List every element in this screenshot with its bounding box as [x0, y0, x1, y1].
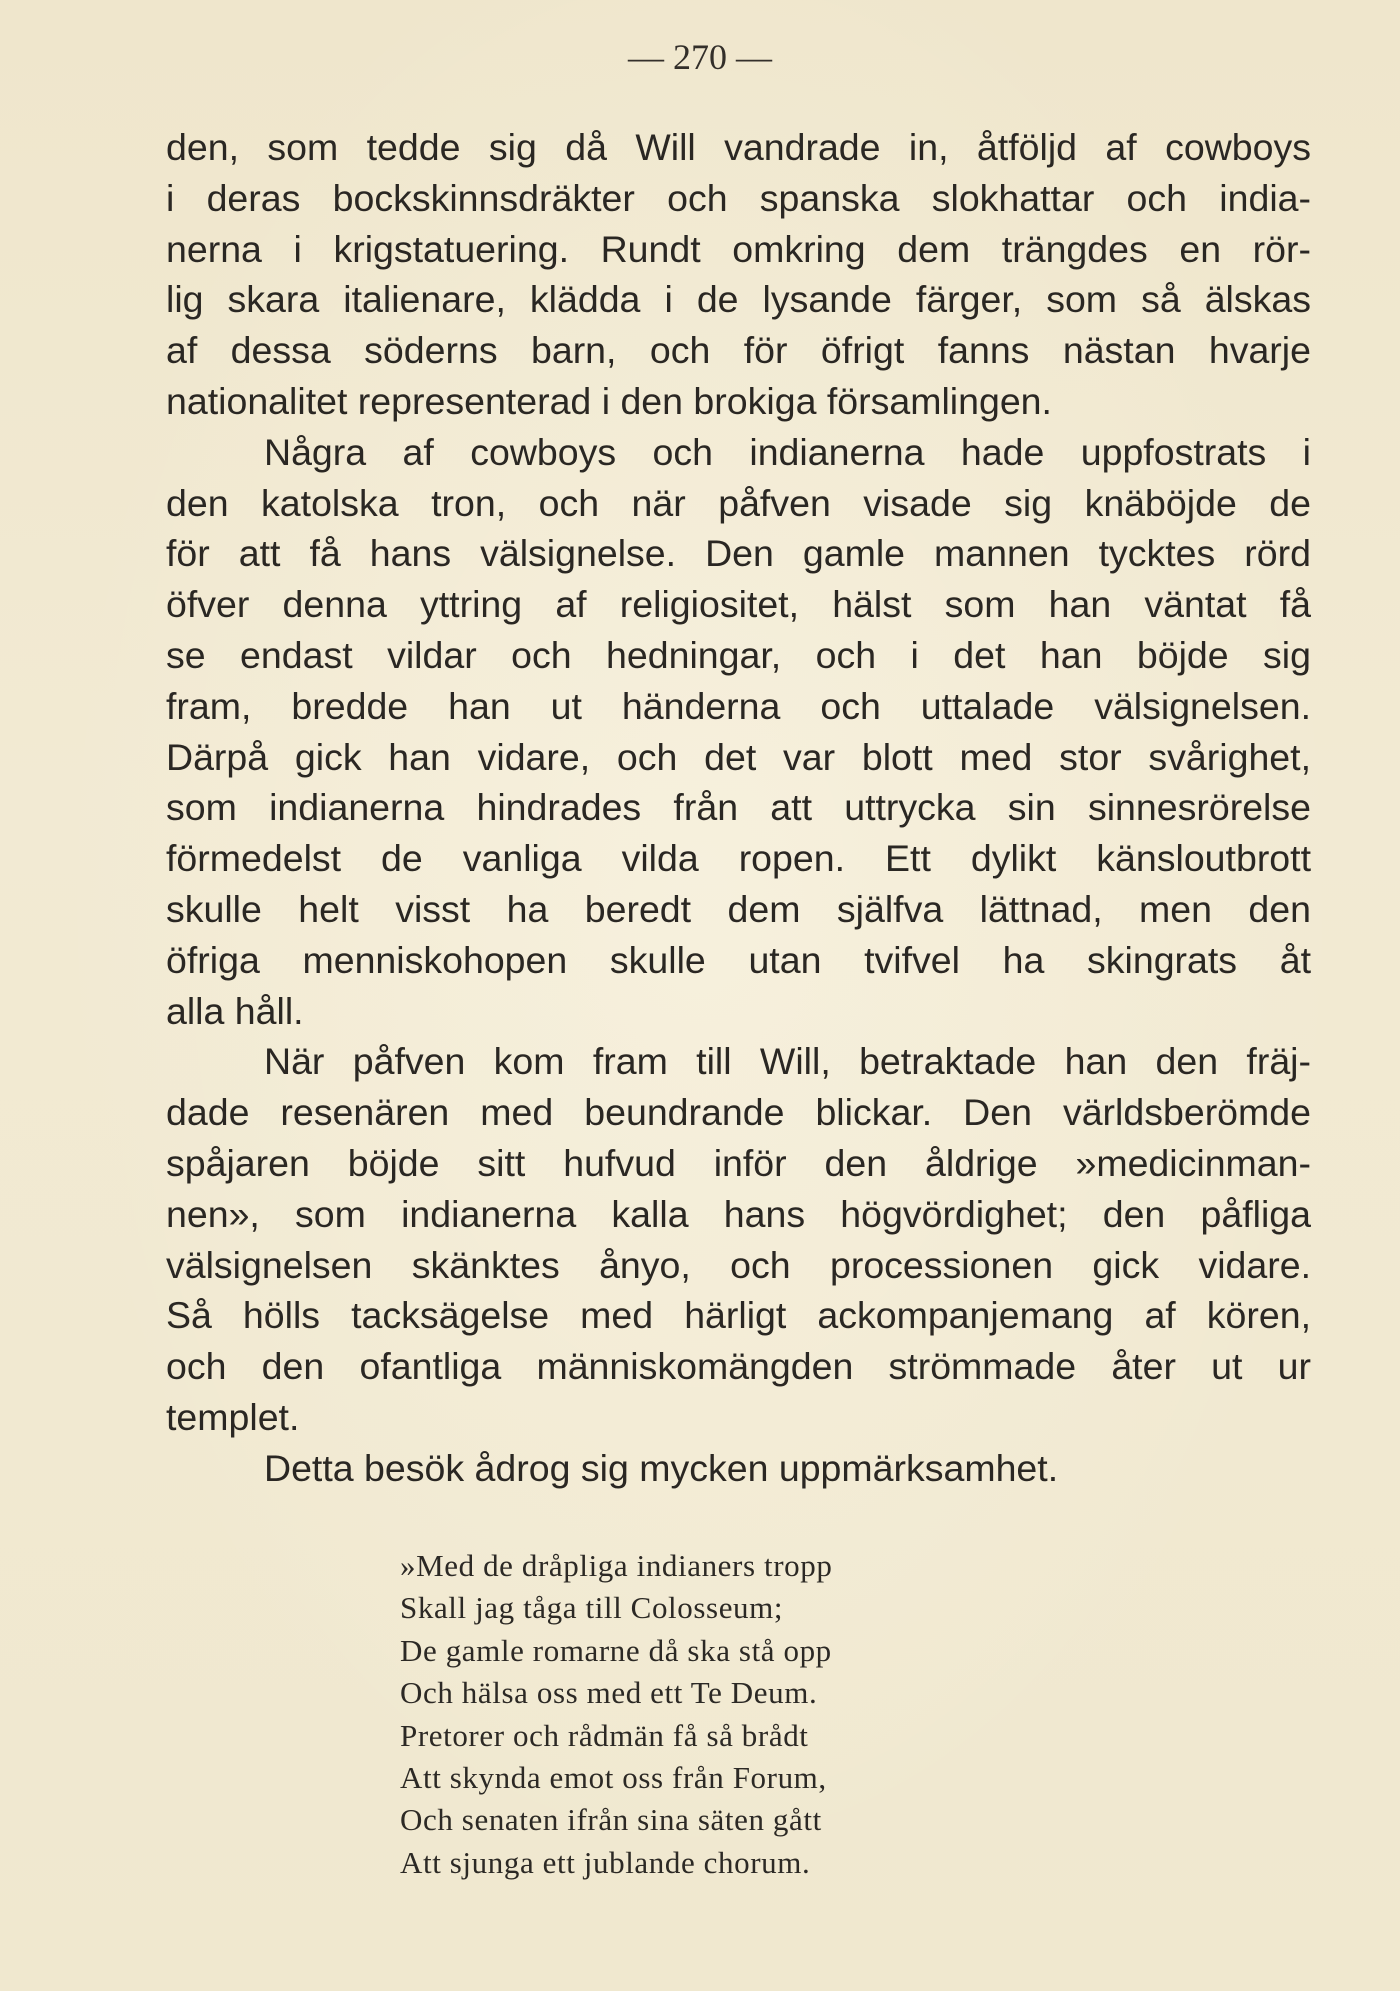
poem-line: Och hälsa oss med ett Te Deum.: [400, 1675, 818, 1711]
paragraph-line: öfriga menniskohopen skulle utan tvifvel ha skingrats åt: [166, 938, 1311, 981]
paragraph-3: [166, 1036, 1311, 1442]
poem-line: »Med de dråpliga indianers tropp: [400, 1548, 833, 1583]
paragraph-line: nerna i krigstatuering. Rundt omkring dem trängdes en rör-: [166, 227, 1311, 270]
paragraph-line: den, som tedde sig då Will vandrade in, åtföljd af cowboys: [166, 126, 1311, 168]
poem-line: De gamle romarne då ska stå opp: [400, 1632, 832, 1668]
paragraph-line: som indianerna hindrades från att uttrycka sin sinnesrörelse: [166, 786, 1311, 829]
body-text: [166, 122, 1311, 1494]
paragraph-line: Några af cowboys och indianerna hade uppfostrats i: [264, 430, 1311, 473]
poem-line: Att skynda emot oss från Forum,: [400, 1760, 827, 1796]
paragraph-line: dade resenären med beundrande blickar. Den världsberömde: [166, 1091, 1311, 1134]
paragraph-line: välsignelsen skänktes ånyo, och processionen gick vidare.: [166, 1243, 1311, 1286]
paragraph-line: för att få hans välsignelse. Den gamle mannen tycktes rörd: [166, 532, 1311, 575]
paragraph-line: den katolska tron, och när påfven visade sig knäböjde de: [166, 481, 1311, 524]
paragraph-line: i deras bockskinnsdräkter och spanska slokhattar och india-: [166, 176, 1311, 219]
page-number: — 270 —: [628, 37, 772, 77]
paragraph-line: Därpå gick han vidare, och det var blott med stor svårighet,: [166, 735, 1311, 778]
paragraph-4: [166, 1443, 1311, 1494]
paragraph-line: nen», som indianerna kalla hans högvördighet; den påfliga: [166, 1192, 1311, 1235]
poem-line: Skall jag tåga till Colosseum;: [400, 1590, 784, 1626]
paragraph-1: [166, 122, 1311, 427]
paragraph-line: spåjaren böjde sitt hufvud inför den åldrige »medicinman-: [166, 1141, 1311, 1184]
paragraph-line: förmedelst de vanliga vilda ropen. Ett dylikt känsloutbrott: [166, 837, 1311, 880]
paragraph-line: se endast vildar och hedningar, och i det han böjde sig: [166, 633, 1311, 676]
paragraph-line: lig skara italienare, klädda i de lysande färger, som så älskas: [166, 278, 1311, 321]
poem-line: Och senaten ifrån sina säten gått: [400, 1802, 822, 1838]
paragraph-line: öfver denna yttring af religiositet, hälst som han väntat få: [166, 583, 1311, 626]
paragraph-line: Så hölls tacksägelse med härligt ackompanjemang af kören,: [166, 1294, 1311, 1337]
paragraph-line: nationalitet representerad i den brokiga församlingen.: [166, 379, 1052, 422]
paragraph-line: Detta besök ådrog sig mycken uppmärksamhet.: [264, 1446, 1059, 1489]
paragraph-line: af dessa söderns barn, och för öfrigt fanns nästan hvarje: [166, 329, 1311, 372]
poem: [400, 1545, 960, 1884]
paragraph-2: [166, 427, 1311, 1037]
paragraph-line: skulle helt visst ha beredt dem själfva lättnad, men den: [166, 887, 1311, 930]
poem-line: Att sjunga ett jublande chorum.: [400, 1844, 811, 1880]
paragraph-line: och den ofantliga människomängden strömmade åter ut ur: [166, 1345, 1311, 1388]
poem-line: Pretorer och rådmän få så brådt: [400, 1717, 809, 1753]
paragraph-line: alla håll.: [166, 989, 304, 1032]
paragraph-line: templet.: [166, 1395, 300, 1438]
paragraph-line: fram, bredde han ut händerna och uttalade välsignelsen.: [166, 684, 1311, 727]
paragraph-line: När påfven kom fram till Will, betraktade han den fräj-: [264, 1040, 1311, 1083]
